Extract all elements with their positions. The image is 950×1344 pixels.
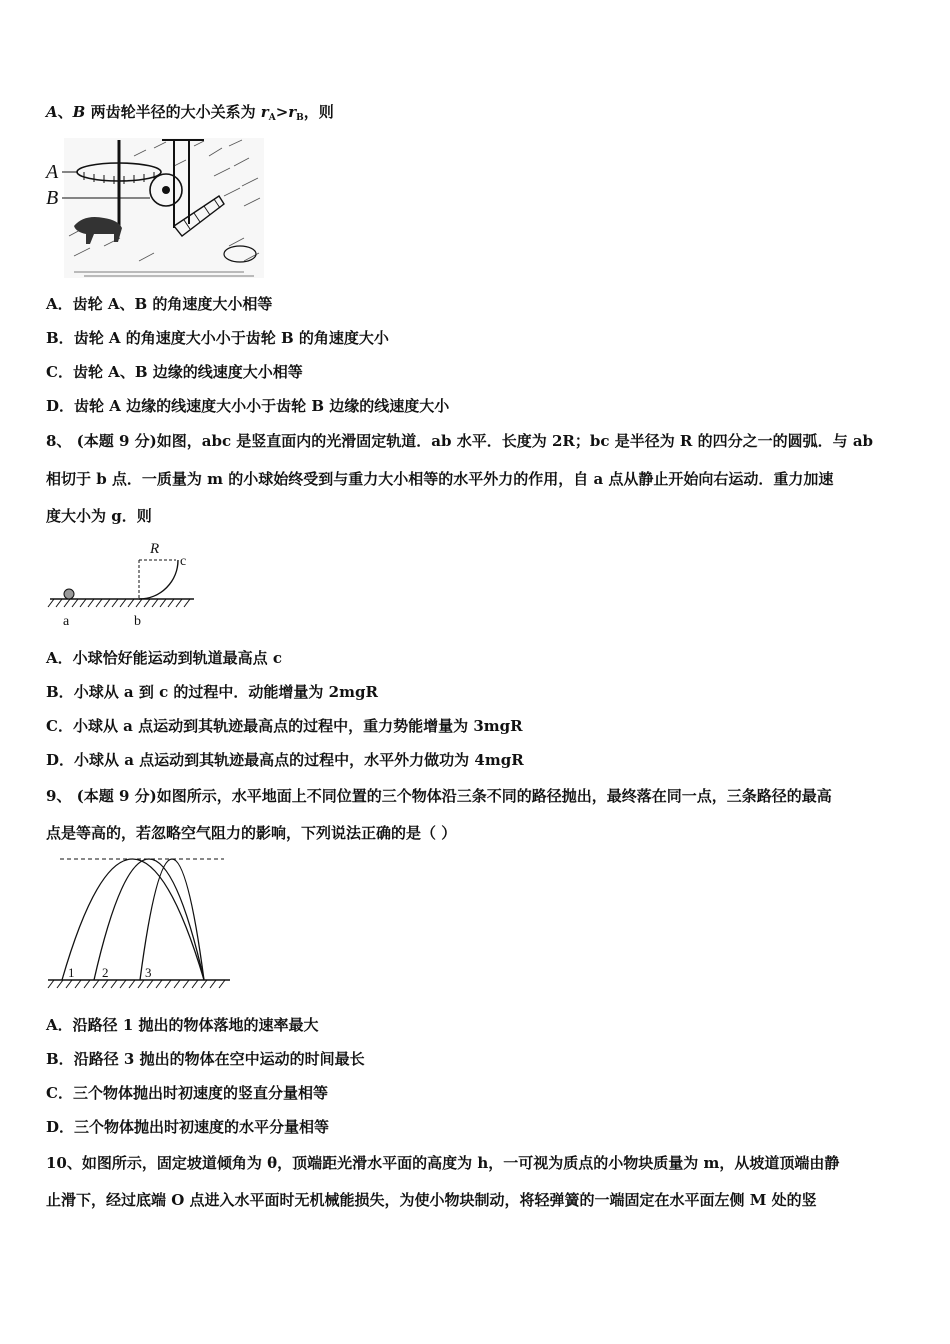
fig-label-path-3: 3 bbox=[145, 965, 152, 980]
q8-option-d bbox=[46, 750, 524, 770]
q7-gt: > bbox=[275, 103, 289, 121]
q8-option-a bbox=[46, 648, 282, 668]
q7-option-a bbox=[46, 294, 272, 314]
ground-hatching bbox=[48, 599, 190, 607]
fig-label-b: B bbox=[46, 187, 59, 209]
q7-r-a: r bbox=[260, 103, 269, 121]
q7-option-c-letter: C． bbox=[46, 363, 73, 381]
fig-label-c: c bbox=[180, 554, 187, 569]
ball-shape bbox=[64, 589, 74, 599]
q8-option-c-text: 小球从 a 点运动到其轨迹最高点的过程中，重力势能增量为 3mgR bbox=[72, 717, 523, 735]
q9-option-d bbox=[46, 1117, 329, 1137]
q7-option-d-text: 齿轮 A 边缘的线速度大小小于齿轮 B 边缘的线速度大小 bbox=[74, 397, 450, 415]
q8-option-d-letter: D． bbox=[46, 751, 75, 769]
q7-stem bbox=[46, 102, 334, 128]
q9-line-2: 点是等高的，若忽略空气阻力的影响，下列说法正确的是（ ） bbox=[46, 824, 457, 842]
q7-stem-sep: 、 bbox=[57, 103, 73, 121]
q9-option-b bbox=[46, 1049, 365, 1069]
q9-option-c-letter: C． bbox=[46, 1084, 73, 1102]
fig-label-path-1: 1 bbox=[68, 965, 75, 980]
q9-option-a-letter: A． bbox=[46, 1016, 73, 1034]
q8-line-1: 8、 (本题 9 分)如图，abc 是竖直面内的光滑固定轨道．ab 水平．长度为 2R；bc 是半径为 R 的四分之一的圆弧．与 ab bbox=[46, 432, 874, 450]
q9-option-a-text: 沿路径 1 抛出的物体落地的速率最大 bbox=[72, 1016, 319, 1034]
q7-stem-a: A bbox=[46, 103, 58, 121]
q9-option-b-letter: B． bbox=[46, 1050, 74, 1068]
q7-option-a-letter: A． bbox=[46, 295, 73, 313]
q7-option-a-text: 齿轮 A、B 的角速度大小相等 bbox=[72, 295, 273, 313]
q8-option-a-letter: A． bbox=[46, 649, 73, 667]
q8-option-b-letter: B． bbox=[46, 683, 74, 701]
q7-r-b: r bbox=[288, 103, 297, 121]
fig-label-a: A bbox=[46, 161, 59, 183]
gear-b-hub bbox=[162, 186, 170, 194]
fig-label-a-point: a bbox=[63, 614, 70, 629]
q7-option-c-text: 齿轮 A、B 边缘的线速度大小相等 bbox=[72, 363, 303, 381]
fig-label-r: R bbox=[150, 541, 160, 557]
q10-line-2: 止滑下，经过底端 O 点进入水平面时无机械能损失，为使小物块制动，将轻弹簧的一端固定在水平面左侧 M 处的竖 bbox=[46, 1191, 817, 1209]
ground-hatching bbox=[48, 980, 225, 988]
q8-option-d-text: 小球从 a 点运动到其轨迹最高点的过程中，水平外力做功为 4mgR bbox=[74, 751, 524, 769]
q7-option-b-letter: B． bbox=[46, 329, 74, 347]
waterwheel-figure bbox=[44, 136, 266, 282]
arc-bc bbox=[139, 560, 178, 599]
q7-stem-b: B bbox=[72, 103, 86, 121]
figure-background bbox=[64, 138, 264, 278]
q8-option-b bbox=[46, 682, 378, 702]
q9-option-b-text: 沿路径 3 抛出的物体在空中运动的时间最长 bbox=[73, 1050, 365, 1068]
fig-label-b-point: b bbox=[134, 614, 141, 629]
fig-label-path-2: 2 bbox=[102, 965, 109, 980]
q8-option-a-text: 小球恰好能运动到轨道最高点 c bbox=[72, 649, 282, 667]
q8-option-c bbox=[46, 716, 523, 736]
q9-option-d-text: 三个物体抛出时初速度的水平分量相等 bbox=[74, 1118, 330, 1136]
q9-option-a bbox=[46, 1015, 319, 1035]
q8-line-2: 相切于 b 点．一质量为 m 的小球始终受到与重力大小相等的水平外力的作用，自 a 点从静止开始向右运动．重力加速 bbox=[46, 470, 834, 488]
q7-stem-text: 两齿轮半径的大小关系为 bbox=[85, 103, 261, 121]
q8-option-c-letter: C． bbox=[46, 717, 73, 735]
q7-option-d-letter: D． bbox=[46, 397, 75, 415]
q9-option-c-text: 三个物体抛出时初速度的竖直分量相等 bbox=[72, 1084, 328, 1102]
q9-option-d-letter: D． bbox=[46, 1118, 75, 1136]
track-figure bbox=[46, 536, 206, 632]
q7-option-b bbox=[46, 328, 389, 348]
q7-option-d bbox=[46, 396, 449, 416]
path-1 bbox=[62, 859, 204, 980]
q7-sub-a: A bbox=[268, 113, 276, 123]
q9-option-c bbox=[46, 1083, 328, 1103]
q10-line-1: 10、如图所示，固定坡道倾角为 θ，顶端距光滑水平面的高度为 h，一可视为质点的小物块质量为 m，从坡道顶端由静 bbox=[46, 1154, 840, 1172]
q8-line-3: 度大小为 g．则 bbox=[46, 507, 152, 525]
q8-option-b-text: 小球从 a 到 c 的过程中．动能增量为 2mgR bbox=[73, 683, 378, 701]
q9-line-1: 9、 (本题 9 分)如图所示，水平地面上不同位置的三个物体沿三条不同的路径抛出，最终落在同一点，三条路径的最高 bbox=[46, 787, 832, 805]
q7-option-c bbox=[46, 362, 303, 382]
q7-sub-b: B bbox=[296, 113, 304, 123]
trajectory-figure bbox=[46, 852, 232, 994]
q7-stem-end: ，则 bbox=[303, 103, 334, 121]
q7-option-b-text: 齿轮 A 的角速度大小小于齿轮 B 的角速度大小 bbox=[73, 329, 389, 347]
path-3 bbox=[140, 859, 204, 980]
